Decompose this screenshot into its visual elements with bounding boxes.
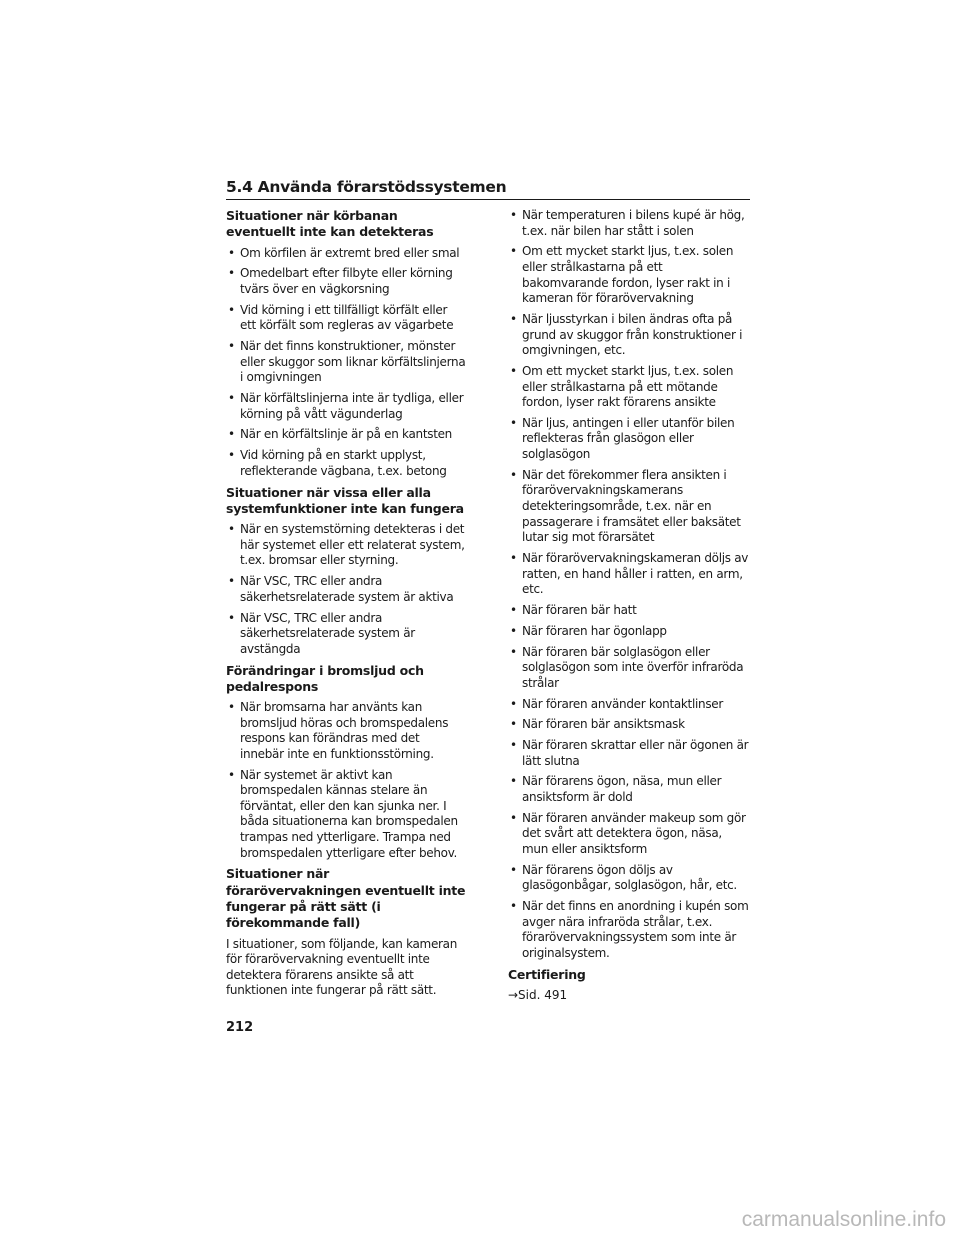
list-lane-detection [226,246,466,480]
list-system-functions [226,522,466,657]
list-item: • När föraren bär hatt [508,603,750,619]
section-header [226,178,750,200]
list-item: • När föraren skrattar eller när ögonen är lätt slutna [508,738,750,769]
list-item: • När förarens ögon, näsa, mun eller ansiktsform är dold [508,774,750,805]
list-item: • Omedelbart efter filbyte eller körning tvärs över en vägkorsning [226,266,466,297]
right-column [508,208,750,1004]
list-driver-monitoring-situations [508,208,750,962]
list-item: • När förarövervakningskameran döljs av ratten, en hand håller i ratten, en arm, etc. [508,551,750,598]
list-item: • När bromsarna har använts kan bromsljud höras och bromspedalens respons kan förändras med det innebär inte en funktionsstörning. [226,700,466,762]
subheading-system-functions: Situationer när vissa eller alla systemfunktioner inte kan fungera [226,484,464,516]
list-item: • När VSC, TRC eller andra säkerhetsrelaterade system är avstängda [226,611,466,658]
subheading-driver-monitoring: Situationer när förarövervakningen eventuellt inte fungerar på rätt sätt (i förekommande fall) [226,866,466,931]
list-item: • När det finns en anordning i kupén som avger nära infraröda strålar, t.ex. förarövervakningssystem som inte är originalsystem. [508,899,750,961]
page-reference-link[interactable]: →Sid. 491 [508,988,568,1003]
list-item: • Vid körning i ett tillfälligt körfält eller ett körfält som regleras av vägarbete [226,303,466,334]
list-item: • När systemet är aktivt kan bromspedalen kännas stelare än förväntat, eller den kan sjunka ner. I båda situationerna kan bromspedalen trampas ned ytterligare. Trampa ned bromspedalen ytterligare efter behov. [226,768,466,862]
left-column [226,208,466,1005]
list-item: • När föraren bär solglasögon eller solglasögon som inte överför infraröda strålar [508,645,750,692]
list-item: • Om körfilen är extremt bred eller smal [226,246,466,262]
subheading-brake-sound: Förändringar i bromsljud och pedalrespons [226,662,424,694]
list-item: • När föraren använder kontaktlinser [508,697,750,713]
list-item: • När VSC, TRC eller andra säkerhetsrelaterade system är aktiva [226,574,466,605]
list-item: • När föraren bär ansiktsmask [508,717,750,733]
list-item: • När det finns konstruktioner, mönster eller skuggor som liknar körfältslinjerna i omgivningen [226,339,466,386]
list-item: • När ljus, antingen i eller utanför bilen reflekteras från glasögon eller solglasögon [508,416,750,463]
list-item: • När föraren har ögonlapp [508,624,750,640]
list-item: • Om ett mycket starkt ljus, t.ex. solen eller strålkastarna på ett mötande fordon, lyser rakt förarens ansikte [508,364,750,411]
watermark: carmanualsonline.info [741,1208,946,1231]
list-item: • När förarens ögon döljs av glasögonbågar, solglasögon, hår, etc. [508,863,750,894]
paragraph-driver-monitoring: I situationer, som följande, kan kameran för förarövervakning eventuellt inte detektera förarens ansikte så att funktionen inte fungerar på rätt sätt. [226,936,458,998]
subheading-certification: Certifiering [508,966,586,982]
list-item: • Om ett mycket starkt ljus, t.ex. solen eller strålkastarna på ett bakomvarande fordon, lyser rakt in i kameran för förarövervakning [508,244,750,306]
section-title: 5.4 Använda förarstödssystemen [226,178,507,196]
list-item: • När körfältslinjerna inte är tydliga, eller körning på vått vägunderlag [226,391,466,422]
list-brake-sound [226,700,466,861]
list-item: • När föraren använder makeup som gör det svårt att detektera ögon, näsa, mun eller ansiktsform [508,811,750,858]
list-item: • Vid körning på en starkt upplyst, reflekterande vägbana, t.ex. betong [226,448,466,479]
list-item: • När det förekommer flera ansikten i förarövervakningskamerans detekteringsområde, t.ex. när en passagerare i framsätet eller baksätet lutar sig mot förarsätet [508,468,750,546]
list-item: • När ljusstyrkan i bilen ändras ofta på grund av skuggor från konstruktioner i omgivningen, etc. [508,312,750,359]
list-item: • När en körfältslinje är på en kantsten [226,427,466,443]
page-number: 212 [226,1020,254,1035]
list-item: • När temperaturen i bilens kupé är hög, t.ex. när bilen har stått i solen [508,208,750,239]
subheading-lane-detection: Situationer när körbanan eventuellt inte kan detekteras [226,208,434,240]
list-item: • När en systemstörning detekteras i det här systemet eller ett relaterat system, t.ex. bromsar eller styrning. [226,522,466,569]
